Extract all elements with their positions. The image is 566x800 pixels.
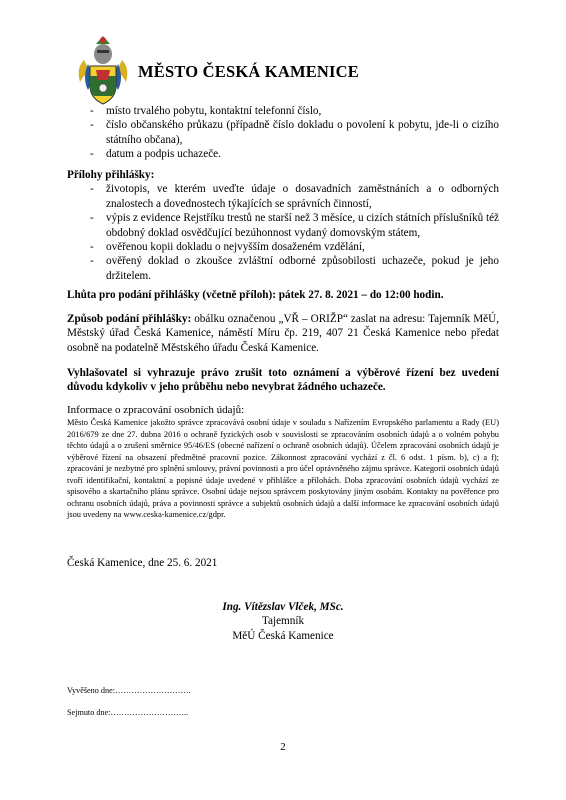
submission-text: obálku označenou „VŘ – ORIŽP“ zaslat na adresu: Tajemník MěÚ, Městský úřad Česká Kamenice, náměstí Míru čp. 219, 407 21 Česká Kamenice nebo předat osobně na podatelně Městského úřadu Česká Kamenice.: [67, 313, 499, 354]
attachments-section: [67, 168, 499, 283]
town-crest-logo: [74, 34, 132, 106]
page-number: 2: [280, 741, 286, 753]
deadline-line: Lhůta pro podání přihlášky (včetně příloh): pátek 27. 8. 2021 – do 12:00 hodin.: [67, 289, 444, 301]
submission-label: Způsob podání přihlášky:: [67, 313, 192, 325]
list-item: - ověřený doklad o zkoušce zvláštní odborné způsobilosti uchazeče, pokud je jeho držitelem.: [67, 254, 499, 283]
privacy-section: [67, 404, 499, 521]
reservation-paragraph: Vyhlašovatel si vyhrazuje právo zrušit toto oznámení a výběrové řízení bez uvedení důvodu kdykoliv v jeho průběhu nebo nevybrat žádného uchazeče.: [67, 367, 499, 394]
list-item: - ověřenou kopii dokladu o nejvyšším dosaženém vzdělání,: [67, 240, 499, 254]
applicant-details-list: [67, 104, 499, 162]
list-item: - datum a podpis uchazeče.: [67, 147, 499, 161]
letterhead: [74, 34, 514, 108]
list-item: - místo trvalého pobytu, kontaktní telefonní číslo,: [67, 104, 499, 118]
town-name: MĚSTO ČESKÁ KAMENICE: [138, 62, 359, 81]
signatory-office: MěÚ Česká Kamenice: [232, 629, 334, 642]
list-item: - životopis, ve kterém uveďte údaje o dosavadních zaměstnáních a o odborných znalostech a dovednostech týkajících se správních činností,: [67, 182, 499, 211]
attachments-heading: Přílohy přihlášky:: [67, 169, 155, 181]
signature-block: [0, 600, 566, 643]
removed-line: Sejmuto dne:………………………..: [67, 708, 189, 717]
posted-line: Vyvěšeno dne:……………………….: [67, 686, 191, 695]
list-item: - výpis z evidence Rejstříku trestů ne starší než 3 měsíce, u cizích státních příslušníků též obdobný doklad osvědčující bezúhonnost vydaný domovským státem,: [67, 211, 499, 240]
submission-paragraph: [67, 312, 499, 355]
privacy-heading: Informace o zpracování osobních údajů:: [67, 404, 245, 416]
privacy-text: Město Česká Kamenice jakožto správce zpracovává osobní údaje v souladu s Nařízením Evropského parlamentu a Rady (EU) 2016/679 ze dne 27. dubna 2016 o ochraně fyzických osob v souvislosti se zpracováním osobních údajů a o volném pohybu těchto údajů a o zrušení směrnice 95/46/ES (obecné nařízení o ochraně osobních údajů). Účelem zpracování osobních údajů je výběrové řízení na obsazení předmětné pracovní pozice. Zákonnost zpracování vychází z čl. 6 odst. 1 písm. b), c) a f); zpracování je nezbytné pro splnění smlouvy, právní povinnosti a pro účel oprávněného zájmu správce. Kategorii osobních údajů tvoří identifikační, kontaktní a popisné údaje uvedené v přihlášce a přílohách. Doba zpracování osobních údajů vychází ze spisového a skartačního plánu správce. Osobní údaje nejsou správcem poskytovány jiným osobám. Kontakty na pověřence pro ochranu osobních údajů, práva a povinnosti správce a subjektů osobních údajů a další informace ke zpracování osobních údajů jsou uvedeny na www.ceska-kamenice.cz/gdpr.: [67, 418, 499, 519]
signatory-title: Tajemník: [261, 615, 305, 628]
signatory-name: Ing. Vítězslav Vlček, MSc.: [222, 601, 344, 613]
list-item: - číslo občanského průkazu (případně číslo dokladu o povolení k pobytu, jde-li o cizího státního občana),: [67, 118, 499, 147]
place-date: Česká Kamenice, dne 25. 6. 2021: [67, 557, 218, 569]
